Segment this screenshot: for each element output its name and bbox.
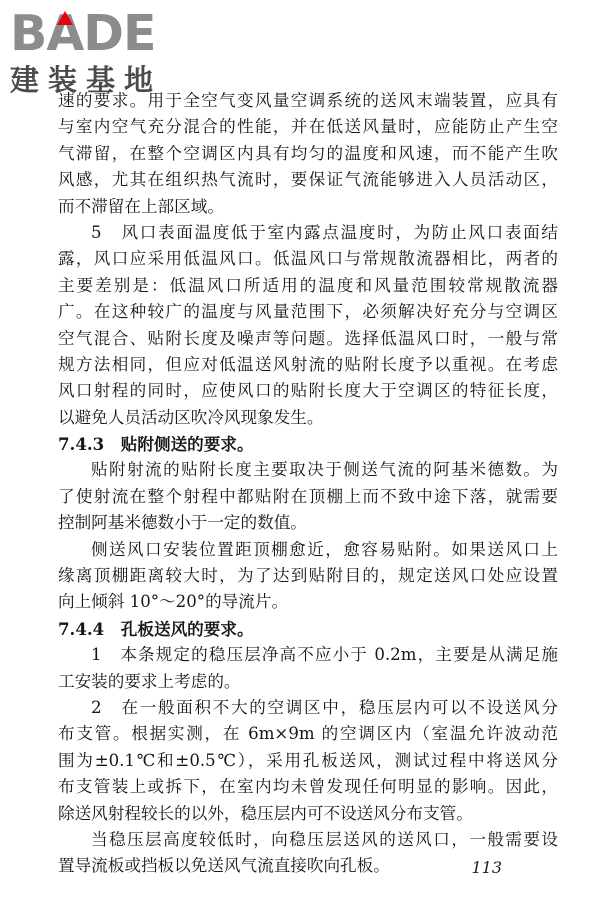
body-line: 露，风口应采用低温风口。低温风口与常规散流器相比，两者的: [58, 249, 558, 269]
logo-chinese-name: 建装基地: [10, 63, 163, 97]
body-line: 除送风射程较长的以外，稳压层内可不设送风分布支管。: [58, 803, 473, 823]
body-line: 风感，尤其在组织热气流时，要保证气流能够进入人员活动区，: [58, 170, 558, 190]
body-line: 布支管装上或拆下，在室内均未曾发现任何明显的影响。因此，: [58, 777, 558, 797]
body-line: 主要差别是：低温风口所适用的温度和风量范围较常规散流器: [58, 275, 558, 295]
body-line: 风口射程的同时，应使风口的贴附长度大于空调区的特征长度，: [58, 381, 558, 401]
body-line: 向上倾斜 10°～20°的导流片。: [58, 592, 289, 612]
document-body: [58, 88, 558, 880]
body-line: 广。在这种较广的温度与风量范围下，必须解决好充分与空调区: [58, 302, 558, 322]
logo-wordmark: BADE: [10, 5, 156, 62]
body-line: 而不滞留在上部区域。: [58, 196, 224, 216]
section-heading-7-4-3: 7.4.3 贴附侧送的要求。: [58, 434, 254, 455]
body-line: 工安装的要求上考虑的。: [58, 671, 241, 691]
body-line: 缘离顶棚距离较大时，为了达到贴附目的，规定送风口处应设置: [58, 566, 558, 586]
logo-letter-a: A: [46, 5, 84, 62]
section-heading-7-4-4: 7.4.4 孔板送风的要求。: [58, 618, 254, 639]
body-line: 2 在一般面积不大的空调区中，稳压层内可以不设送风分: [91, 697, 558, 717]
body-line: 1 本条规定的稳压层净高不应小于 0.2m，主要是从满足施: [91, 645, 558, 665]
body-line: 侧送风口安装位置距顶棚愈近，愈容易贴附。如果送风口上: [91, 539, 558, 559]
body-line: 了使射流在整个射程中都贴附在顶棚上而不致中途下落，就需要: [58, 486, 558, 506]
body-line: 围为±0.1℃和±0.5℃），采用孔板送风，测试过程中将送风分: [58, 750, 558, 770]
body-line: 以避免人员活动区吹冷风现象发生。: [58, 407, 324, 427]
body-line: 气滞留，在整个空调区内具有均匀的温度和风速，而不能产生吹: [58, 143, 558, 163]
body-line: 空气混合、贴附长度及噪声等问题。选择低温风口时，一般与常: [58, 328, 558, 348]
body-line: 控制阿基米德数小于一定的数值。: [58, 513, 307, 533]
body-line: 当稳压层高度较低时，向稳压层送风的送风口，一般需要设: [91, 829, 558, 849]
body-line: 规方法相同，但应对低温送风射流的贴附长度予以重视。在考虑: [58, 354, 558, 374]
body-line: 速的要求。用于全空气变风量空调系统的送风末端装置，应具有: [58, 91, 558, 110]
body-line: 与室内空气充分混合的性能，并在低送风量时，应能防止产生空: [58, 117, 558, 137]
body-line: 置导流板或挡板以免送风气流直接吹向孔板。: [58, 856, 390, 876]
body-line: 贴附射流的贴附长度主要取决于侧送气流的阿基米德数。为: [91, 460, 558, 480]
page-number: 113: [471, 858, 502, 877]
bade-logo: [10, 5, 180, 100]
body-line: 5 风口表面温度低于室内露点温度时，为防止风口表面结: [91, 222, 558, 242]
body-line: 布支管。根据实测，在 6m×9m 的空调区内（室温允许波动范: [58, 724, 558, 744]
